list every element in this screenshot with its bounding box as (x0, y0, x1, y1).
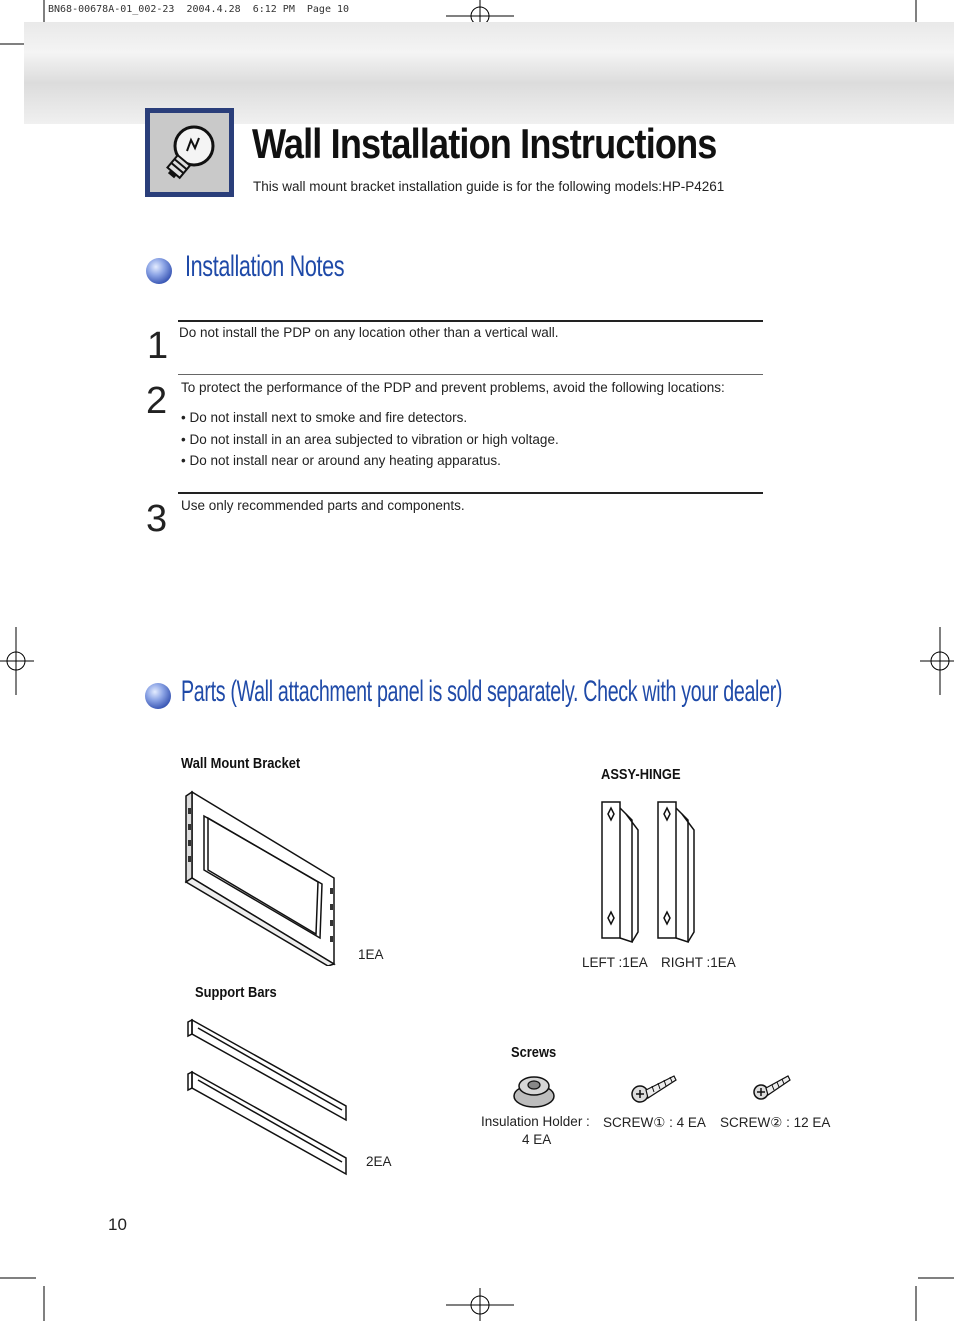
support-bars-label: Support Bars (195, 984, 277, 1001)
screw-2-image (752, 1072, 792, 1102)
hinge-right-qty: RIGHT :1EA (661, 955, 736, 970)
note-divider (178, 492, 763, 494)
assy-hinge-image (598, 800, 698, 945)
note-text: To protect the performance of the PDP and prevent problems, avoid the following locations: (181, 380, 725, 395)
support-bars-qty: 2EA (366, 1154, 392, 1169)
wall-mount-bracket-qty: 1EA (358, 947, 384, 962)
note-bullet: • Do not install in an area subjected to vibration or high voltage. (181, 432, 559, 447)
wall-mount-bracket-image (184, 788, 344, 966)
note-bullet: • Do not install near or around any heating apparatus. (181, 453, 501, 468)
page-number: 10 (108, 1215, 127, 1234)
screw-2-qty: SCREW② : 12 EA (720, 1115, 831, 1130)
note-divider (178, 320, 763, 322)
note-number: 3 (146, 498, 168, 540)
screw-1-qty: SCREW① : 4 EA (603, 1115, 706, 1130)
note-divider (178, 374, 763, 375)
insulation-holder-label: Insulation Holder : (481, 1114, 590, 1129)
note-bullet: • Do not install next to smoke and fire detectors. (181, 410, 468, 425)
parts-heading: Parts (Wall attachment panel is sold separately. Check with your dealer) (181, 675, 783, 708)
wall-mount-bracket-label: Wall Mount Bracket (181, 755, 301, 772)
hinge-left-qty: LEFT :1EA (582, 955, 648, 970)
page-subtitle: This wall mount bracket installation guide is for the following models:HP-P4261 (253, 179, 725, 194)
assy-hinge-label: ASSY-HINGE (601, 766, 681, 783)
note-text: Do not install the PDP on any location other than a vertical wall. (179, 325, 559, 340)
section-bullet-icon (146, 258, 172, 284)
insulation-holder-qty: 4 EA (522, 1132, 552, 1147)
print-header: BN68-00678A-01_002-23 2004.4.28 6:12 PM Page 10 (48, 4, 350, 15)
page-title: Wall Installation Instructions (252, 120, 717, 167)
screws-label: Screws (511, 1044, 557, 1061)
note-number: 2 (146, 380, 168, 422)
screw-1-image (630, 1072, 678, 1104)
section-bullet-icon (145, 683, 171, 709)
note-text: Use only recommended parts and components. (181, 498, 465, 513)
support-bars-image (186, 1016, 354, 1182)
insulation-holder-image (511, 1068, 557, 1110)
installation-notes-heading: Installation Notes (185, 250, 345, 283)
light-bulb-icon (145, 108, 234, 197)
note-number: 1 (147, 325, 169, 367)
